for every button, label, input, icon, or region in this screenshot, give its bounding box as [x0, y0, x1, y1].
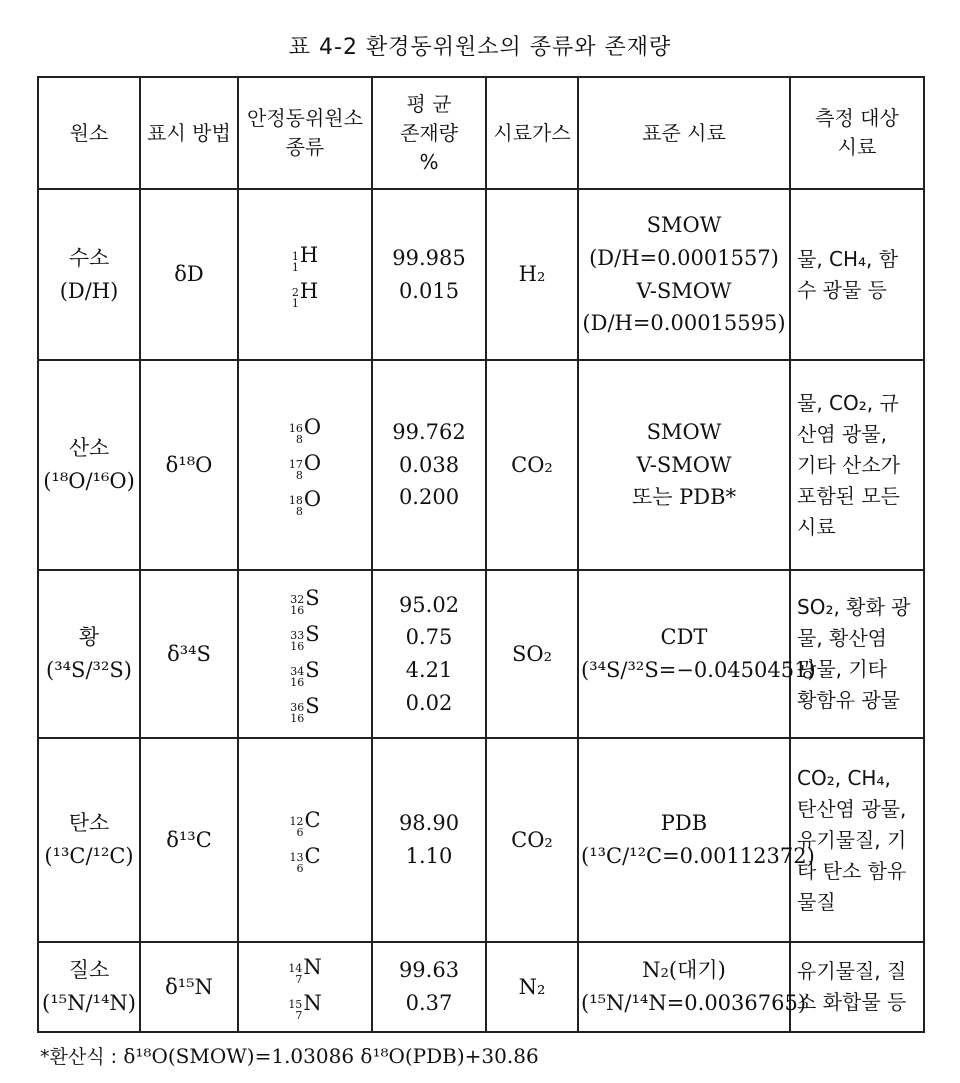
target-line: 탄산염 광물,	[797, 796, 907, 821]
element-cell	[38, 360, 140, 570]
target-sample-cell	[790, 942, 924, 1032]
isotope-atomic-number: 6	[296, 826, 304, 839]
isotope-symbol	[241, 239, 369, 275]
target-sample-cell	[790, 360, 924, 570]
table-row	[38, 360, 924, 570]
element-ratio: (D/H)	[59, 278, 119, 303]
header-abundance	[372, 77, 486, 189]
isotope-symbol	[241, 483, 369, 519]
isotope-mass-number: 32	[290, 593, 305, 606]
footnote	[40, 1042, 539, 1069]
isotope-atomic-number: 7	[295, 973, 303, 986]
header-row	[38, 77, 924, 189]
isotope-symbol	[241, 447, 369, 483]
standard-line: SMOW	[646, 420, 722, 445]
abundance-value: 0.75	[405, 625, 453, 650]
isotopes-cell	[238, 360, 372, 570]
isotope-mass-number: 36	[290, 701, 305, 714]
header-target-line1: 측정 대상	[815, 106, 899, 130]
abundance-cell	[372, 942, 486, 1032]
element-cell	[38, 942, 140, 1032]
element-name: 황	[78, 625, 100, 650]
standard-line: CDT	[660, 625, 708, 650]
element-cell	[38, 189, 140, 360]
sample-gas-cell: H₂	[486, 189, 578, 360]
target-line: 소 화합물 등	[797, 990, 907, 1014]
abundance-value: 1.10	[405, 844, 453, 868]
target-line: CO₂, CH₄,	[797, 765, 891, 790]
isotope-element-symbol: C	[304, 844, 321, 868]
standard-cell	[578, 738, 815, 942]
abundance-value: 0.02	[405, 690, 453, 715]
standard-line: (D/H=0.0001557)	[589, 245, 779, 270]
target-sample-cell	[790, 189, 924, 360]
isotope-element-symbol: O	[303, 451, 322, 475]
isotope-symbol	[241, 987, 369, 1023]
isotope-atomic-number: 7	[295, 1009, 303, 1022]
standard-line: V-SMOW	[636, 278, 732, 303]
sample-gas-cell: CO₂	[486, 360, 578, 570]
notation-cell: δ¹⁸O	[140, 360, 238, 570]
target-line: 물, 황산염	[797, 626, 887, 650]
element-cell	[38, 570, 140, 738]
element-cell	[38, 738, 140, 942]
header-isotopes	[238, 77, 372, 189]
element-name: 수소	[68, 245, 110, 270]
isotope-element-symbol: S	[305, 694, 320, 718]
target-sample-cell	[790, 738, 924, 942]
isotope-mass-number: 1	[291, 249, 299, 263]
isotope-mass-number: 16	[288, 422, 303, 435]
isotope-element-symbol: N	[303, 955, 322, 979]
abundance-cell	[372, 738, 486, 942]
abundance-value: 4.21	[405, 658, 453, 682]
isotope-atomic-number: 1	[291, 260, 299, 274]
isotope-mass-number: 14	[288, 962, 303, 975]
isotope-mass-number: 13	[289, 851, 304, 864]
isotope-element-symbol: O	[303, 415, 322, 439]
standard-cell	[578, 570, 816, 738]
isotope-atomic-number: 6	[296, 862, 304, 875]
abundance-value: 99.762	[392, 420, 466, 445]
isotope-atomic-number: 8	[295, 433, 303, 446]
isotope-mass-number: 33	[290, 629, 305, 642]
abundance-value: 0.200	[398, 485, 460, 510]
isotopes-cell	[238, 189, 372, 360]
isotope-element-symbol: S	[305, 586, 320, 610]
isotope-atomic-number: 8	[295, 505, 303, 518]
abundance-value: 98.90	[398, 811, 460, 836]
element-name: 산소	[68, 436, 110, 461]
abundance-value: 0.37	[405, 991, 453, 1015]
isotope-symbol	[241, 690, 369, 726]
element-name: 탄소	[68, 811, 110, 836]
notation-cell: δ¹⁵N	[140, 942, 238, 1032]
header-notation: 표시 방법	[140, 77, 238, 189]
notation-cell: δ¹³C	[140, 738, 238, 942]
isotope-atomic-number: 16	[290, 640, 305, 653]
header-abundance-line3: %	[419, 149, 439, 174]
abundance-value: 99.63	[398, 958, 460, 983]
header-element: 원소	[38, 77, 140, 189]
isotope-mass-number: 17	[288, 458, 303, 471]
standard-line: (¹⁵N/¹⁴N=0.0036765)	[581, 991, 807, 1015]
isotope-element-symbol: H	[299, 242, 319, 267]
isotope-mass-number: 34	[290, 665, 305, 678]
target-line: 타 탄소 함유	[797, 858, 907, 883]
isotope-atomic-number: 16	[290, 712, 305, 725]
target-line: SO₂, 황화 광	[797, 595, 911, 619]
isotope-atomic-number: 8	[295, 469, 303, 482]
isotope-element-symbol: S	[305, 622, 320, 646]
table-title: 표 4-2 환경동위원소의 종류와 존재량	[288, 35, 672, 60]
abundance-value: 0.038	[398, 452, 460, 477]
footnote-label: *환산식 :	[40, 1046, 118, 1068]
standard-line: SMOW	[646, 213, 722, 238]
standard-cell	[578, 189, 790, 360]
standard-cell	[578, 942, 807, 1032]
isotopes-cell	[238, 570, 372, 738]
isotope-mass-number: 2	[291, 285, 299, 299]
isotope-element-symbol: H	[299, 278, 319, 303]
header-isotopes-line1: 안정동위원소	[247, 106, 363, 130]
isotope-element-symbol: O	[303, 487, 322, 511]
abundance-cell	[372, 360, 486, 570]
standard-line: (³⁴S/³²S=−0.0450451)	[581, 658, 816, 682]
header-target	[790, 77, 924, 189]
target-line: 산염 광물,	[797, 421, 887, 446]
element-ratio: (³⁴S/³²S)	[46, 658, 132, 682]
footnote-formula: δ¹⁸O(SMOW)=1.03086 δ¹⁸O(PDB)+30.86	[123, 1044, 539, 1068]
abundance-value: 99.985	[392, 245, 466, 270]
isotope-symbol	[241, 618, 369, 654]
isotope-symbol	[241, 654, 369, 690]
isotope-symbol	[241, 840, 369, 876]
abundance-cell	[372, 570, 486, 738]
isotope-symbol	[241, 582, 369, 618]
isotope-atomic-number: 16	[290, 676, 305, 689]
standard-line: 또는 PDB*	[631, 485, 737, 510]
abundance-value: 95.02	[398, 592, 460, 617]
notation-cell: δD	[140, 189, 238, 360]
standard-line: (¹³C/¹²C=0.00112372)	[581, 844, 815, 868]
isotope-mass-number: 18	[288, 494, 303, 507]
element-ratio: (¹³C/¹²C)	[44, 844, 134, 868]
target-line: 기타 산소가	[797, 452, 900, 477]
target-line: 유기물질, 기	[797, 827, 907, 852]
header-target-line2: 시료	[837, 135, 877, 159]
isotopes-cell	[238, 738, 372, 942]
sample-gas-cell: CO₂	[486, 738, 578, 942]
element-name: 질소	[68, 958, 110, 983]
isotope-symbol	[241, 804, 369, 840]
table-row	[38, 738, 924, 942]
target-line: 물, CH₄, 함	[797, 246, 899, 271]
standard-line: PDB	[660, 811, 708, 836]
standard-cell	[578, 360, 790, 570]
element-ratio: (¹⁵N/¹⁴N)	[42, 991, 136, 1015]
sample-gas-cell: SO₂	[486, 570, 578, 738]
target-line: 포함된 모든	[797, 483, 900, 508]
table-row	[38, 570, 924, 738]
target-line: 유기물질, 질	[797, 959, 907, 983]
target-sample-cell	[790, 570, 924, 738]
target-line: 광물, 기타	[797, 657, 887, 681]
isotopes-cell	[238, 942, 372, 1032]
abundance-value: 0.015	[398, 278, 460, 303]
header-isotopes-line2: 종류	[285, 135, 325, 159]
isotope-symbol	[241, 411, 369, 447]
isotope-symbol	[241, 275, 369, 311]
notation-cell: δ³⁴S	[140, 570, 238, 738]
abundance-cell	[372, 189, 486, 360]
isotope-atomic-number: 16	[290, 604, 305, 617]
isotope-atomic-number: 1	[291, 296, 299, 310]
isotope-symbol	[241, 951, 369, 987]
isotope-element-symbol: N	[303, 991, 322, 1015]
header-abundance-line1: 평 균	[406, 91, 452, 116]
header-standard: 표준 시료	[578, 77, 790, 189]
isotope-mass-number: 15	[288, 998, 303, 1011]
target-line: 시료	[797, 514, 836, 539]
isotope-table	[37, 76, 925, 1033]
header-gas: 시료가스	[486, 77, 578, 189]
isotope-mass-number: 12	[289, 815, 304, 828]
standard-line: N₂(대기)	[642, 958, 726, 983]
standard-line: (D/H=0.00015595)	[582, 311, 786, 336]
isotope-element-symbol: C	[304, 808, 321, 832]
target-line: 황함유 광물	[797, 688, 900, 712]
table-row	[38, 189, 924, 360]
element-ratio: (¹⁸O/¹⁶O)	[43, 469, 135, 493]
table-row	[38, 942, 924, 1032]
target-line: 물질	[797, 889, 836, 914]
target-line: 수 광물 등	[797, 277, 887, 302]
isotope-element-symbol: S	[305, 658, 320, 682]
sample-gas-cell: N₂	[486, 942, 578, 1032]
header-abundance-line2: 존재량	[400, 120, 458, 145]
target-line: 물, CO₂, 규	[797, 390, 899, 415]
standard-line: V-SMOW	[636, 452, 732, 477]
